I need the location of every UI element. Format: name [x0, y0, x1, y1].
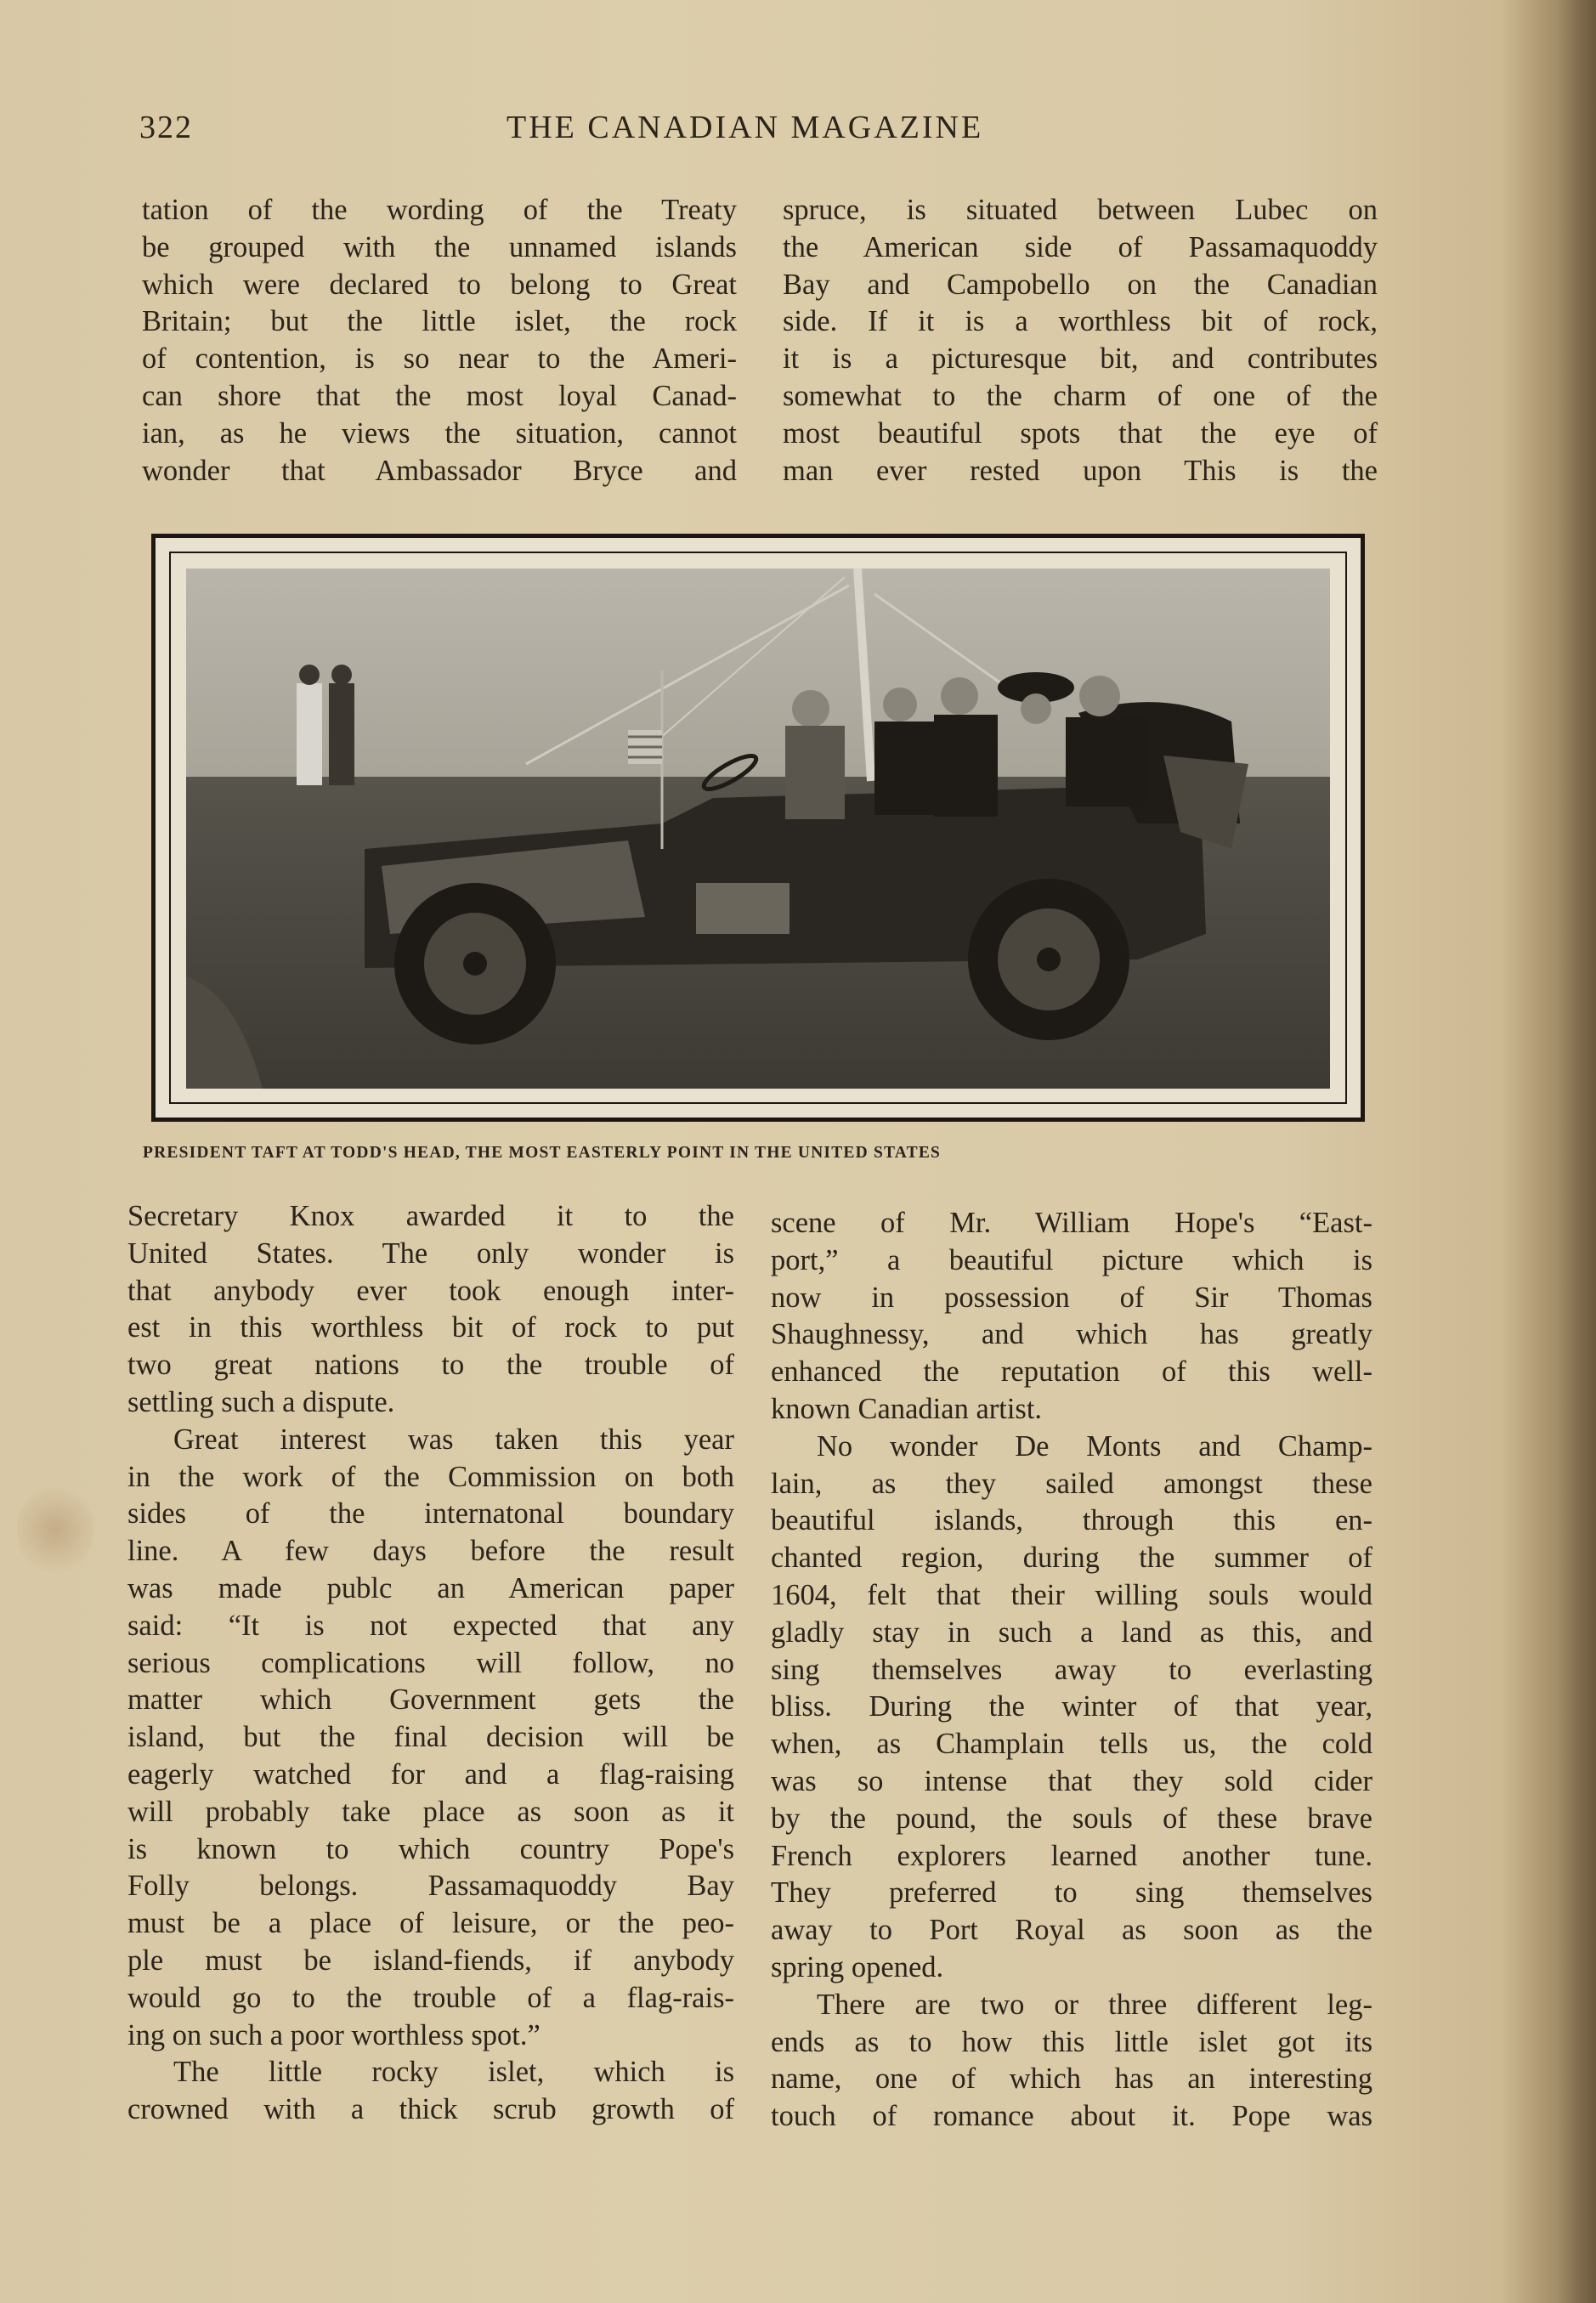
text-line: lain, as they sailed amongst these: [771, 1467, 1372, 1500]
text-line: serious complications will follow, no: [127, 1646, 734, 1679]
text-line: ing on such a poor worthless spot.”: [127, 2018, 540, 2051]
text-line: French explorers learned another tune.: [771, 1839, 1372, 1872]
text-line: most beautiful spots that the eye of: [783, 416, 1378, 450]
text-line: of contention, is so near to the Ameri-: [142, 342, 737, 376]
paragraph-start-line: The little rocky islet, which is: [173, 2056, 734, 2089]
text-line: was so intense that they sold cider: [771, 1764, 1372, 1797]
text-line: spruce, is situated between Lubec on: [783, 194, 1378, 226]
paragraph-start-line: No wonder De Monts and Champ-: [817, 1429, 1372, 1463]
text-line: is known to which country Pope's: [127, 1832, 734, 1865]
text-line: would go to the trouble of a flag-rais-: [127, 1981, 734, 2014]
text-line: Britain; but the little islet, the rock: [142, 305, 737, 338]
text-line: two great nations to the trouble of: [127, 1349, 734, 1382]
text-line: est in this worthless bit of rock to put: [127, 1311, 734, 1344]
text-line: now in possession of Sir Thomas: [771, 1281, 1372, 1314]
text-line: ends as to how this little islet got its: [771, 2025, 1372, 2058]
column-top-left: [142, 192, 737, 489]
text-line: it is a picturesque bit, and contributes: [783, 342, 1378, 376]
photograph-taft-automobile: [186, 569, 1330, 1089]
text-line: gladly stay in such a land as this, and: [771, 1615, 1372, 1649]
text-line: name, one of which has an interesting: [771, 2063, 1372, 2096]
paragraph-start-line: Great interest was taken this year: [173, 1423, 734, 1456]
text-line: touch of romance about it. Pope was: [771, 2100, 1372, 2133]
text-line: the American side of Passamaquoddy: [783, 230, 1378, 263]
column-top-right: [783, 192, 1378, 489]
page-number: 322: [139, 110, 193, 145]
magazine-title: THE CANADIAN MAGAZINE: [507, 110, 984, 145]
text-line: ple must be island-fiends, if anybody: [127, 1944, 734, 1977]
page-edge-shadow: [1557, 0, 1596, 2303]
text-line: in the work of the Commission on both: [127, 1460, 734, 1493]
text-line: Secretary Knox awarded it to the: [127, 1200, 734, 1232]
text-line: wonder that Ambassador Bryce and: [142, 454, 737, 487]
text-line: settling such a dispute.: [127, 1385, 395, 1418]
column-bottom-right: [771, 1205, 1372, 2136]
text-line: when, as Champlain tells us, the cold: [771, 1728, 1372, 1761]
text-line: island, but the final decision will be: [127, 1721, 734, 1754]
text-line: tation of the wording of the Treaty: [142, 194, 737, 226]
text-line: beautiful islands, through this en-: [771, 1504, 1372, 1537]
text-line: which were declared to belong to Great: [142, 268, 737, 301]
text-line: side. If it is a worthless bit of rock,: [783, 305, 1378, 338]
text-line: chanted region, during the summer of: [771, 1542, 1372, 1575]
text-line: bliss. During the winter of that year,: [771, 1690, 1372, 1723]
text-line: port,” a beautiful picture which is: [771, 1243, 1372, 1276]
text-line: will probably take place as soon as it: [127, 1795, 734, 1828]
text-line: scene of Mr. William Hope's “East-: [771, 1207, 1372, 1239]
text-line: matter which Government gets the: [127, 1683, 734, 1717]
text-line: They preferred to sing themselves: [771, 1876, 1372, 1910]
text-line: sides of the internatonal boundary: [127, 1497, 734, 1531]
text-line: that anybody ever took enough inter-: [127, 1274, 734, 1307]
text-line: ian, as he views the situation, cannot: [142, 416, 737, 450]
column-bottom-left: [127, 1198, 734, 2129]
paper-stain: [17, 1479, 93, 1581]
text-line: Folly belongs. Passamaquoddy Bay: [127, 1870, 734, 1903]
text-line: eagerly watched for and a flag-raising: [127, 1757, 734, 1791]
text-line: enhanced the reputation of this well-: [771, 1355, 1372, 1389]
text-line: must be a place of leisure, or the peo-: [127, 1907, 734, 1940]
text-line: can shore that the most loyal Canad-: [142, 379, 737, 412]
text-line: was made publc an American paper: [127, 1571, 734, 1604]
text-line: away to Port Royal as soon as the: [771, 1914, 1372, 1947]
text-line: somewhat to the charm of one of the: [783, 379, 1378, 412]
text-line: man ever rested upon This is the: [783, 454, 1378, 487]
photo-caption: PRESIDENT TAFT AT TODD'S HEAD, THE MOST EASTERLY POINT IN THE UNITED STATES: [143, 1144, 942, 1162]
text-line: United States. The only wonder is: [127, 1236, 734, 1270]
text-line: known Canadian artist.: [771, 1392, 1043, 1425]
text-line: Shaughnessy, and which has greatly: [771, 1318, 1372, 1351]
paragraph-start-line: There are two or three different leg-: [817, 1988, 1372, 2021]
text-line: sing themselves away to everlasting: [771, 1653, 1372, 1686]
photo-frame: [151, 534, 1365, 1122]
text-line: 1604, felt that their willing souls would: [771, 1578, 1372, 1611]
text-line: said: “It is not expected that any: [127, 1609, 734, 1642]
text-line: crowned with a thick scrub growth of: [127, 2093, 734, 2126]
text-line: line. A few days before the result: [127, 1535, 734, 1568]
running-header: [0, 109, 1596, 160]
text-line: be grouped with the unnamed islands: [142, 230, 737, 263]
photo-illustration: [186, 569, 1330, 1089]
text-line: spring opened.: [771, 1950, 944, 1983]
text-line: by the pound, the souls of these brave: [771, 1802, 1372, 1835]
text-line: Bay and Campobello on the Canadian: [783, 268, 1378, 301]
